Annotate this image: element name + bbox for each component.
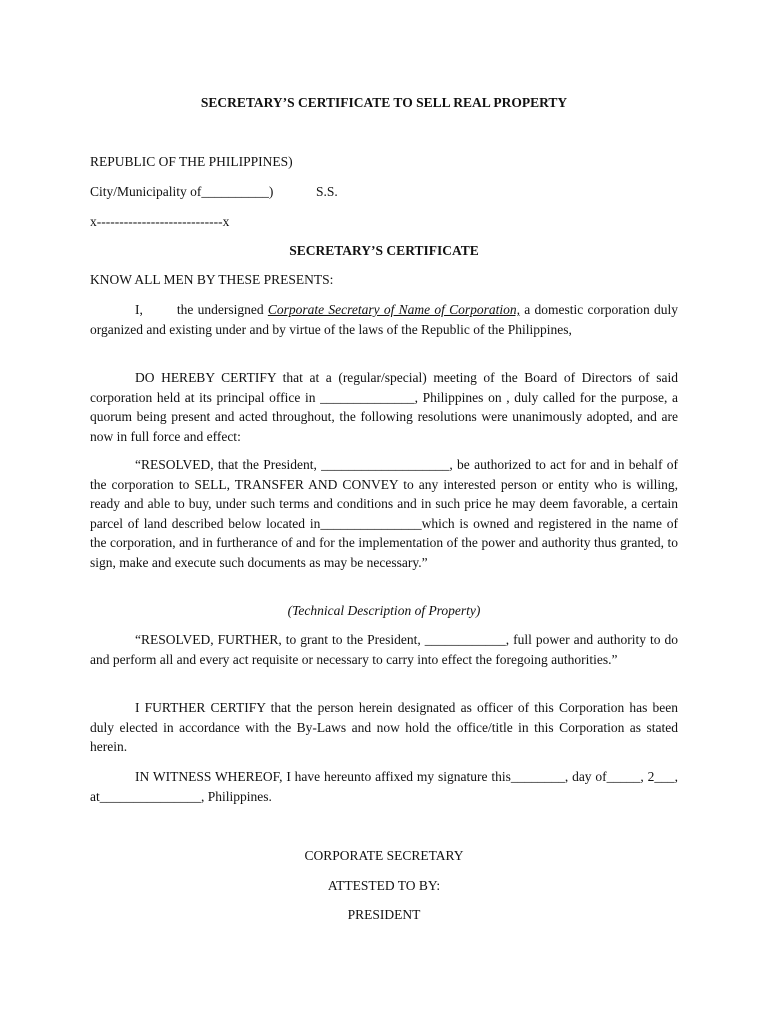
secretary-name: Corporate Secretary of Name of Corporation, (267, 302, 521, 317)
intro-rest: a domestic corporation duly organized and existing under and by virtue of the laws of the Republic of the Philippines, (90, 302, 678, 337)
venue-city: City/Municipality of__________) (90, 184, 274, 199)
corporate-secretary-label: CORPORATE SECRETARY (304, 848, 464, 863)
president-label: PRESIDENT (347, 907, 421, 922)
technical-description: (Technical Description of Property) (287, 603, 481, 618)
witness-paragraph: IN WITNESS WHEREOF, I have hereunto affixed my signature this________, day of_____, 2___, at_______________, Philippines. (90, 769, 678, 804)
venue-republic: REPUBLIC OF THE PHILIPPINES) (90, 154, 293, 169)
venue-separator: x----------------------------x (90, 214, 230, 229)
document-title: SECRETARY’S CERTIFICATE TO SELL REAL PROPERTY (200, 95, 568, 110)
venue-city-row (90, 182, 450, 202)
intro-lead: I, the undersigned (135, 302, 268, 317)
know-all-men: KNOW ALL MEN BY THESE PRESENTS: (90, 272, 334, 287)
intro-paragraph (90, 300, 678, 339)
attested-label: ATTESTED TO BY: (327, 878, 441, 893)
resolved-paragraph-1: “RESOLVED, that the President, ___________________, be authorized to act for and in behalf of the corporation to SELL, TRANSFER AND CONVEY to any interested person or entity who is willing, ready and able to buy, under such terms and conditions and in such price he may deem favorable, a certain parcel of land described below located in_______________which is owned and registered in the name of the corporation, and in furtherance of and for the implementation of the power and authority thus granted, to sign, make and execute such documents as may be necessary.” (90, 457, 678, 570)
further-certify-paragraph: I FURTHER CERTIFY that the person herein designated as officer of this Corporation has been duly elected in accordance with the By-Laws and now hold the office/title in this Corporation as stated herein. (90, 700, 678, 754)
document-subtitle: SECRETARY’S CERTIFICATE (289, 243, 479, 258)
resolved-paragraph-2: “RESOLVED, FURTHER, to grant to the President, ____________, full power and authority to do and perform all and every act requisite or necessary to carry into effect the foregoing authorities.” (90, 632, 678, 667)
venue-ss: S.S. (316, 184, 338, 199)
certify-paragraph: DO HEREBY CERTIFY that at a (regular/special) meeting of the Board of Directors of said corporation held at its principal office in ______________, Philippines on , duly called for the purpose, a quorum being present and acted throughout, the following resolutions were unanimously adopted, and are now in full force and effect: (90, 370, 678, 444)
